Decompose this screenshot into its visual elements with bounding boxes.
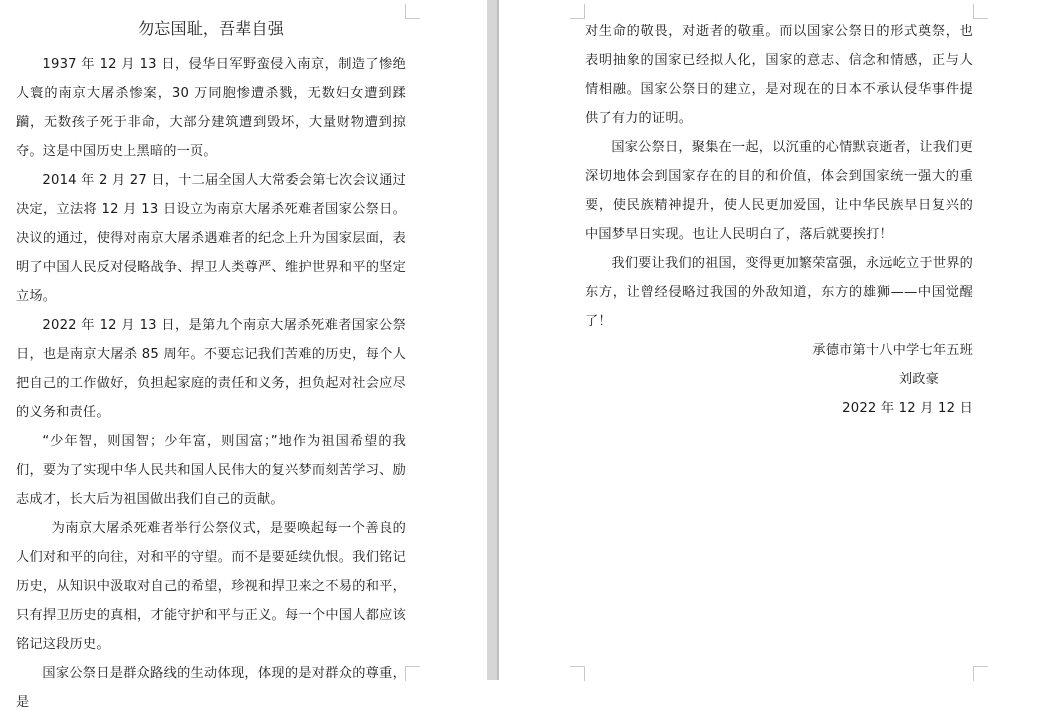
margin-corner-mark xyxy=(405,4,420,19)
paragraph: 国家公祭日是群众路线的生动体现，体现的是对群众的尊重，是 xyxy=(16,666,406,710)
paragraph-continued: 对生命的敬畏，对逝者的敬重。而以国家公祭日的形式奠祭，也表明抽象的国家已经拟人化，国家的意志、信念和情感，正与人情相融。国家公祭日的建立，是对现在的日本不承认侵华事件提供了有力的证明。 xyxy=(585,24,973,126)
margin-corner-mark xyxy=(973,666,988,681)
page-left-body xyxy=(16,10,406,717)
margin-corner-mark xyxy=(973,4,988,19)
document-title: 勿忘国耻，吾辈自强 xyxy=(138,19,284,38)
paragraph: 为南京大屠杀死难者举行公祭仪式，是要唤起每一个善良的人们对和平的向往，对和平的守望。而不是要延续仇恨。我们铭记历史，从知识中汲取对自己的希望，珍视和捍卫来之不易的和平，只有捍卫历史的真相，才能守护和平与正义。每一个中国人都应该铭记这段历史。 xyxy=(16,521,406,652)
paragraph: 国家公祭日，聚集在一起，以沉重的心情默哀逝者，让我们更深切地体会到国家存在的目的和价值，体会到国家统一强大的重要，使民族精神提升，使人民更加爱国，让中华民族早日复兴的中国梦早日实现。也让人民明白了，落后就要挨打！ xyxy=(585,140,973,242)
margin-corner-mark xyxy=(405,666,420,681)
paragraph: 2022 年 12 月 13 日，是第九个南京大屠杀死难者国家公祭日，也是南京大屠杀 85 周年。不要忘记我们苦难的历史，每个人把自己的工作做好，负担起家庭的责任和义务，担负起对社会应尽的义务和责任。 xyxy=(16,318,406,420)
margin-corner-mark xyxy=(570,666,585,681)
margin-corner-mark xyxy=(570,4,585,19)
signature-school: 承德市第十八中学七年五班 xyxy=(812,343,973,358)
signature-date: 2022 年 12 月 12 日 xyxy=(842,401,973,416)
paragraph: 我们要让我们的祖国，变得更加繁荣富强，永远屹立于世界的东方，让曾经侵略过我国的外敌知道，东方的雄狮——中国觉醒了！ xyxy=(585,256,973,329)
document-page-left xyxy=(0,0,487,710)
page-right-body xyxy=(585,17,973,423)
document-page-right xyxy=(499,0,1044,680)
paragraph: 2014 年 2 月 27 日，十二届全国人大常委会第七次会议通过决定，立法将 12 月 13 日设立为南京大屠杀死难者国家公祭日。决议的通过，使得对南京大屠杀遇难者的纪念上升为国家层面，表明了中国人民反对侵略战争、捍卫人类尊严、维护世界和平的坚定立场。 xyxy=(16,173,406,304)
paragraph: 1937 年 12 月 13 日，侵华日军野蛮侵入南京，制造了惨绝人寰的南京大屠杀惨案，30 万同胞惨遭杀戮，无数妇女遭到蹂躏，无数孩子死于非命，大部分建筑遭到毁坏，大量财物遭到掠夺。这是中国历史上黑暗的一页。 xyxy=(16,57,406,159)
signature-author: 刘政豪 xyxy=(898,372,939,387)
paragraph: “少年智，则国智；少年富，则国富；”地作为祖国希望的我们，要为了实现中华人民共和国人民伟大的复兴梦而刻苦学习、励志成才，长大后为祖国做出我们自己的贡献。 xyxy=(16,434,406,507)
